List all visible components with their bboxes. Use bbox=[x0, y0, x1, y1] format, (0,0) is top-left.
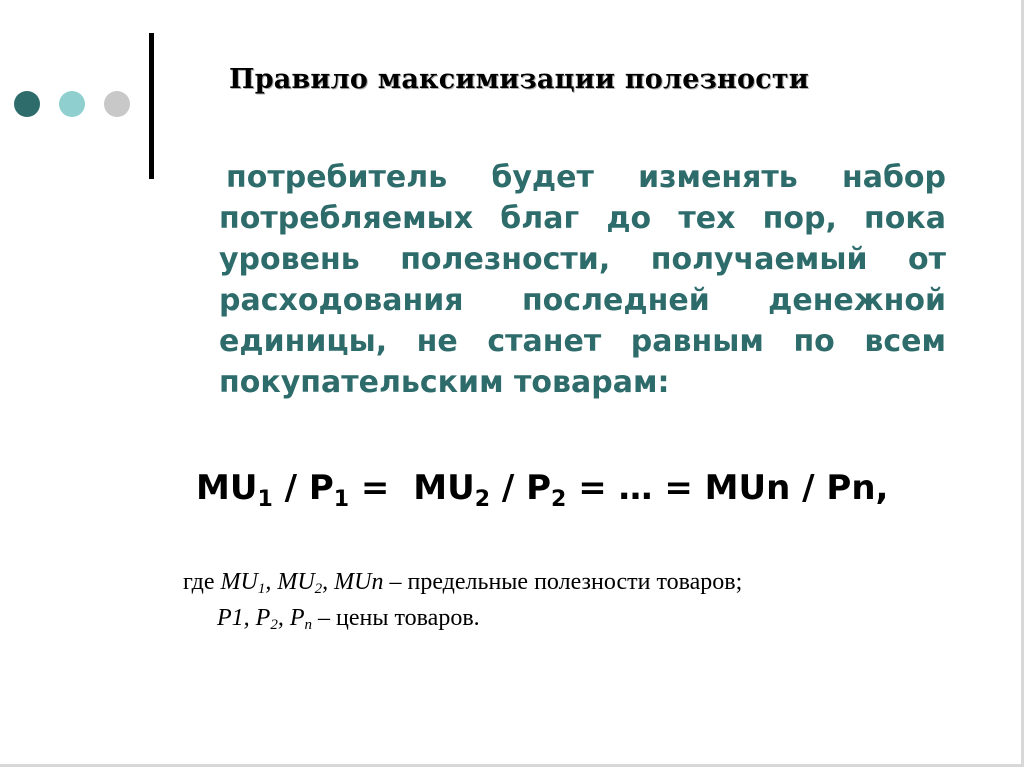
note-p1: P1 bbox=[217, 605, 244, 631]
note-prefix: где bbox=[183, 569, 221, 595]
vertical-divider bbox=[149, 33, 154, 179]
note-pn-sub: n bbox=[304, 617, 313, 633]
formula-mu2: MU bbox=[413, 468, 475, 508]
dot-gray bbox=[104, 91, 130, 117]
note-mu-list bbox=[221, 569, 384, 595]
note-line-2 bbox=[217, 605, 480, 632]
formula-sub2: 2 bbox=[474, 487, 491, 512]
note-mu2: MU bbox=[277, 569, 315, 595]
note-mu1-sub: 1 bbox=[257, 581, 266, 597]
formula-mu1: MU bbox=[196, 468, 258, 508]
formula-eq: = bbox=[349, 468, 402, 508]
formula-sub1b: 1 bbox=[333, 487, 350, 512]
formula-sub2b: 2 bbox=[551, 487, 567, 512]
note-sep4: , bbox=[277, 605, 290, 631]
rule-definition: потребитель будет изменять набор потребляемых благ до тех пор, пока уровень полезности, получаемый от расходования последней денежной единицы, не станет равным по всем покупательским товарам: bbox=[219, 160, 946, 400]
formula-div-p1: / P bbox=[272, 468, 334, 508]
formula-div-p2: / P bbox=[490, 468, 552, 508]
note-mu1: MU bbox=[220, 569, 258, 595]
formula-rest: = … = MUn / Pn, bbox=[566, 468, 889, 508]
equimarginal-formula bbox=[196, 468, 889, 512]
note-sep3: , bbox=[243, 605, 256, 631]
note-mun: MUn bbox=[334, 569, 384, 595]
note-line-1 bbox=[183, 569, 742, 596]
note-mu2-sub: 2 bbox=[314, 581, 323, 597]
dot-dark-teal bbox=[14, 91, 40, 117]
note-line1-suffix: – предельные полезности товаров; bbox=[383, 569, 743, 595]
slide-title: Правило максимизации полезности bbox=[229, 64, 810, 95]
note-p2: P bbox=[255, 605, 271, 631]
dot-light-teal bbox=[59, 91, 85, 117]
formula-sub1: 1 bbox=[257, 487, 273, 512]
note-pn: P bbox=[289, 605, 305, 631]
note-p2-sub: 2 bbox=[270, 617, 278, 633]
note-sep1: , bbox=[265, 569, 278, 595]
note-line2-suffix: – цены товаров. bbox=[312, 605, 480, 631]
note-sep2: , bbox=[322, 569, 335, 595]
note-price-list bbox=[217, 605, 312, 631]
